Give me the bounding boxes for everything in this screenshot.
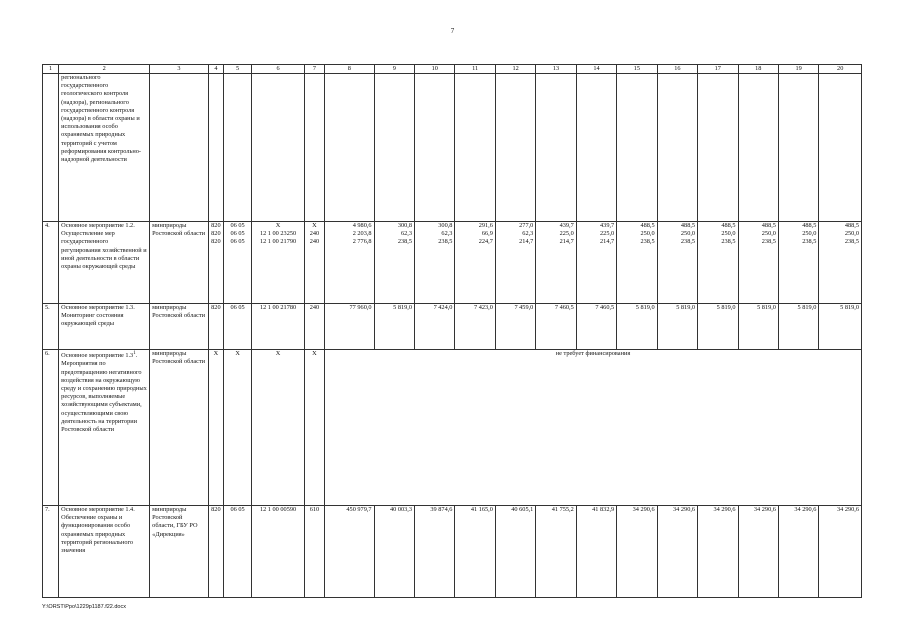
measure-description: Основное мероприятие 1.4. Обеспечение охраны и функционирования особо охраняемых природных территорий регионального значения	[59, 506, 150, 598]
amount-cell: 39 874,6	[415, 506, 455, 598]
header-cell: 18	[738, 65, 778, 74]
amount-cell: 34 290,6	[657, 506, 697, 598]
empty-cell	[738, 74, 778, 222]
header-cell: 5	[223, 65, 251, 74]
row-number	[43, 74, 59, 222]
header-cell: 11	[455, 65, 495, 74]
amount-cell: 7 459,0	[495, 304, 535, 350]
amount-cell: 41 755,2	[536, 506, 576, 598]
amount-cell: 34 290,6	[738, 506, 778, 598]
empty-cell	[617, 74, 657, 222]
table-row	[43, 304, 862, 350]
empty-cell	[819, 74, 862, 222]
section-code-cell: 06 05 06 05 06 05	[223, 222, 251, 304]
gov-code-cell: 820 820 820	[208, 222, 223, 304]
gov-code-cell: 820	[208, 304, 223, 350]
measure-description: регионального государственного геологического контроля (надзора), регионального государственного контроля (надзора) в области охраны и использования особо охраняемых природных территорий с учетом реформирования контрольно-надзорной деятельности	[59, 74, 150, 222]
empty-cell	[657, 74, 697, 222]
empty-cell	[415, 74, 455, 222]
header-cell: 1	[43, 65, 59, 74]
amount-cell: 5 819,0	[374, 304, 414, 350]
row-number: 5.	[43, 304, 59, 350]
empty-cell	[536, 74, 576, 222]
expense-type-cell: 240	[304, 304, 324, 350]
amount-cell: 40 605,1	[495, 506, 535, 598]
funding-note: не требует финансирования	[325, 350, 862, 506]
header-cell: 13	[536, 65, 576, 74]
expense-type-cell: 610	[304, 506, 324, 598]
header-cell: 10	[415, 65, 455, 74]
empty-cell	[304, 74, 324, 222]
header-cell: 8	[325, 65, 375, 74]
target-code-cell: 12 1 00 21780	[252, 304, 305, 350]
target-code-cell: 12 1 00 00590	[252, 506, 305, 598]
amount-cell: 291,6 66,9 224,7	[455, 222, 495, 304]
empty-cell	[150, 74, 209, 222]
empty-cell	[325, 74, 375, 222]
header-cell: 16	[657, 65, 697, 74]
executor: минприроды Ростовской области, ГБУ РО «Дирекция»	[150, 506, 209, 598]
amount-cell: 7 460,5	[536, 304, 576, 350]
header-cell: 14	[576, 65, 616, 74]
executor: минприроды Ростовской области	[150, 304, 209, 350]
amount-cell: 439,7 225,0 214,7	[536, 222, 576, 304]
empty-cell	[252, 74, 305, 222]
amount-cell: 5 819,0	[738, 304, 778, 350]
amount-cell: 277,0 62,3 214,7	[495, 222, 535, 304]
empty-cell	[576, 74, 616, 222]
empty-cell	[223, 74, 251, 222]
table-row	[43, 74, 862, 222]
measure-description: Основное мероприятие $1.3^1$. Мероприятия по предотвращению негативного воздействия на окружающую среду и сохранению природных ресурсов, выполняемые хозяйствующими субъектами, осуществляющими свою деятельность на территории Ростовской области	[59, 350, 150, 506]
header-cell: 9	[374, 65, 414, 74]
amount-cell: 34 290,6	[819, 506, 862, 598]
empty-cell	[778, 74, 818, 222]
header-cell: 2	[59, 65, 150, 74]
amount-cell: 300,8 62,3 238,5	[374, 222, 414, 304]
amount-cell: 41 165,0	[455, 506, 495, 598]
header-cell: 17	[698, 65, 738, 74]
header-cell: 6	[252, 65, 305, 74]
file-path-footer: Y:\ORST\Ppo\1229p1187.f22.docx	[42, 604, 126, 610]
target-code-cell: Х	[252, 350, 305, 506]
empty-cell	[455, 74, 495, 222]
amount-cell: 5 819,0	[657, 304, 697, 350]
amount-cell: 7 424,0	[415, 304, 455, 350]
amount-cell: 7 423,0	[455, 304, 495, 350]
expense-type-cell: Х 240 240	[304, 222, 324, 304]
header-cell: 15	[617, 65, 657, 74]
empty-cell	[208, 74, 223, 222]
amount-cell: 5 819,0	[617, 304, 657, 350]
amount-cell: 77 960,0	[325, 304, 375, 350]
row-number: 6.	[43, 350, 59, 506]
empty-cell	[374, 74, 414, 222]
amount-cell: 488,5 250,0 238,5	[738, 222, 778, 304]
amount-cell: 488,5 250,0 238,5	[617, 222, 657, 304]
amount-cell: 40 003,3	[374, 506, 414, 598]
row-number: 7.	[43, 506, 59, 598]
measure-description: Основное мероприятие 1.3. Мониторинг состояния окружающей среды	[59, 304, 150, 350]
empty-cell	[698, 74, 738, 222]
amount-cell: 488,5 250,0 238,5	[778, 222, 818, 304]
header-cell: 3	[150, 65, 209, 74]
executor: минприроды Ростовской области	[150, 350, 209, 506]
table-row	[43, 506, 862, 598]
budget-table	[42, 64, 862, 598]
amount-cell: 41 832,9	[576, 506, 616, 598]
amount-cell: 488,5 250,0 238,5	[657, 222, 697, 304]
measure-description: Основное мероприятие 1.2. Осуществление мер государственного регулирования хозяйственной и иной деятельности в области охраны окружающей среды	[59, 222, 150, 304]
header-cell: 12	[495, 65, 535, 74]
amount-cell: 34 290,6	[698, 506, 738, 598]
amount-cell: 34 290,6	[778, 506, 818, 598]
amount-cell: 488,5 250,0 238,5	[698, 222, 738, 304]
amount-cell: 7 460,5	[576, 304, 616, 350]
section-code-cell: Х	[223, 350, 251, 506]
table-row	[43, 350, 862, 506]
expense-type-cell: Х	[304, 350, 324, 506]
header-cell: 4	[208, 65, 223, 74]
amount-cell: 488,5 250,0 238,5	[819, 222, 862, 304]
target-code-cell: Х 12 1 00 23250 12 1 00 21790	[252, 222, 305, 304]
amount-cell: 5 819,0	[778, 304, 818, 350]
amount-cell: 300,8 62,3 238,5	[415, 222, 455, 304]
amount-cell: 4 980,6 2 203,8 2 776,8	[325, 222, 375, 304]
amount-cell: 439,7 225,0 214,7	[576, 222, 616, 304]
gov-code-cell: 820	[208, 506, 223, 598]
gov-code-cell: Х	[208, 350, 223, 506]
table-row	[43, 222, 862, 304]
header-cell: 19	[778, 65, 818, 74]
executor: минприроды Ростовской области	[150, 222, 209, 304]
section-code-cell: 06 05	[223, 304, 251, 350]
amount-cell: 5 819,0	[819, 304, 862, 350]
page-number: 7	[450, 27, 455, 35]
header-cell: 20	[819, 65, 862, 74]
amount-cell: 450 979,7	[325, 506, 375, 598]
amount-cell: 34 290,6	[617, 506, 657, 598]
row-number: 4.	[43, 222, 59, 304]
header-row	[43, 65, 862, 74]
empty-cell	[495, 74, 535, 222]
section-code-cell: 06 05	[223, 506, 251, 598]
header-cell: 7	[304, 65, 324, 74]
amount-cell: 5 819,0	[698, 304, 738, 350]
